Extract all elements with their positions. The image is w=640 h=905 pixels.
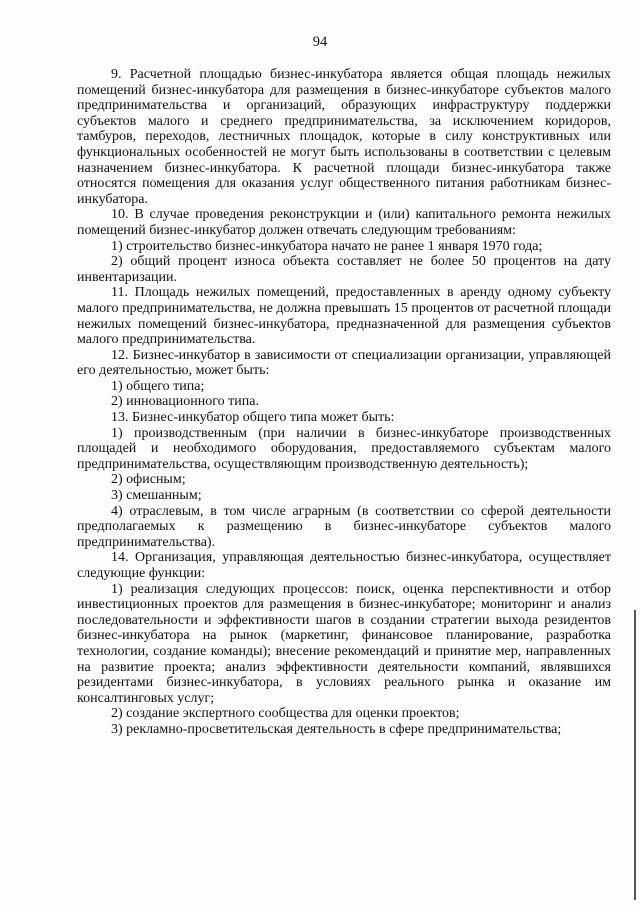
page-number: 94 [312, 34, 328, 50]
paragraph-13-item-1: 1) производственным (при наличии в бизнес-инкубаторе производственных площадей и необходимого оборудования, предоставляемого субъектам малого предпринимательства, осуществляющим производственную деятельность); [77, 425, 611, 472]
paragraph-13: 13. Бизнес-инкубатор общего типа может быть: [111, 410, 395, 426]
paragraph-10: 10. В случае проведения реконструкции и (или) капитального ремонта нежилых помещений бизнес-инкубатор должен отвечать следующим требованиям: [77, 207, 611, 238]
paragraph-12: 12. Бизнес-инкубатор в зависимости от специализации организации, управляющей его деятельностью, может быть: [77, 347, 611, 379]
paragraph-12-item-1: 1) общего типа; [111, 378, 205, 394]
paragraph-10-item-2: 2) общий процент износа объекта составляет не более 50 процентов на дату инвентаризации. [77, 254, 611, 285]
paragraph-10-item-1: 1) строительство бизнес-инкубатора начато не ранее 1 января 1970 года; [111, 238, 543, 254]
paragraph-14-item-3: 3) рекламно-просветительская деятельность в сфере предпринимательства; [111, 721, 562, 737]
paragraph-14-item-2: 2) создание экспертного сообщества для оценки проектов; [111, 706, 460, 722]
paragraph-11: 11. Площадь нежилых помещений, предоставленных в аренду одному субъекту малого предпринимательства, не должна превышать 15 процентов от расчетной площади нежилых помещений бизнес-инкубатора, предназначенной для размещения субъектов малого предпринимательства. [77, 285, 611, 348]
paragraph-13-item-3: 3) смешанным; [111, 488, 202, 504]
scan-edge-mark [634, 610, 636, 900]
paragraph-9: 9. Расчетной площадью бизнес-инкубатора является общая площадь нежилых помещений бизнес-инкубатора для размещения в бизнес-инкубаторе субъектов малого предпринимательства и организаций, образующих инфраструктуру поддержки субъектов малого и среднего предпринимательства, за исключением коридоров, тамбуров, переходов, лестничных площадок, которые в силу конструктивных или функциональных особенностей не могут быть использованы в соответствии с целевым назначением бизнес-инкубатора. К расчетной площади бизнес-инкубатора также относятся помещения для оказания услуг общественного питания работникам бизнес-инкубатора. [77, 67, 611, 207]
document-body [77, 67, 611, 738]
paragraph-12-item-2: 2) инновационного типа. [111, 394, 259, 410]
paragraph-14: 14. Организация, управляющая деятельностью бизнес-инкубатора, осуществляет следующие функции: [77, 550, 611, 581]
paragraph-13-item-4: 4) отраслевым, в том числе аграрным (в соответствии со сферой деятельности предполагаемых к размещению в бизнес-инкубаторе субъектов малого предпринимательства). [77, 503, 611, 550]
paragraph-13-item-2: 2) офисным; [111, 472, 186, 488]
paragraph-14-item-1: 1) реализация следующих процессов: поиск, оценка перспективности и отбор инвестиционных проектов для размещения в бизнес-инкубаторе; мониторинг и анализ последовательности и эффективности шагов в создании стратегии выхода резидентов бизнес-инкубатора на рынок (маркетинг, финансовое планирование, разработка технологии, создание команды); внесение рекомендаций и принятие мер, направленных на развитие проекта; анализ эффективности деятельности компаний, являвшихся резидентами бизнес-инкубатора, в условиях реального рынка и оказание им консалтинговых услуг; [77, 581, 611, 706]
